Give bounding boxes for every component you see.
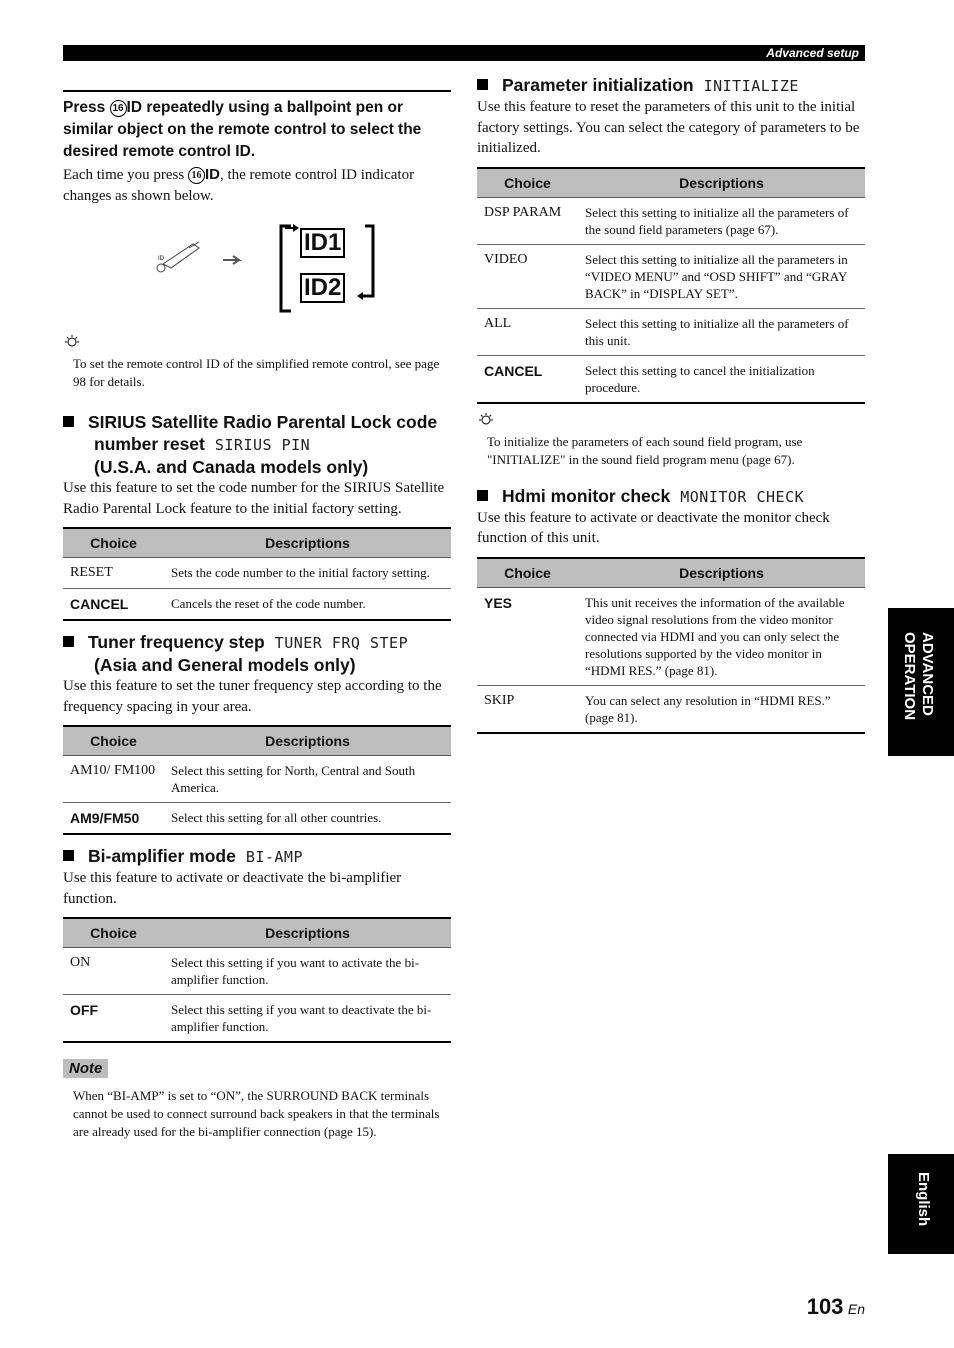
button-16-icon: 16 (110, 100, 127, 117)
left-column (63, 90, 451, 1141)
param-table (477, 167, 865, 404)
note-label: Note (63, 1059, 451, 1078)
table-row: AM10/ FM100 Select this setting for North, Central and South America. (63, 756, 451, 803)
col-desc: Descriptions (578, 168, 865, 198)
tuner-body: Use this feature to set the tuner frequency step according to the frequency spacing in your area. (63, 678, 442, 715)
intro-body: Each time you press 16 ID, the remote control ID indicator changes as shown below. (63, 166, 415, 204)
language-tab: English (888, 1154, 954, 1254)
hdmi-heading: Hdmi monitor check MONITOR CHECK (477, 485, 865, 508)
tuner-table (63, 725, 451, 835)
col-desc: Descriptions (164, 528, 451, 558)
sirius-table (63, 527, 451, 621)
table-row: SKIP You can select any resolution in “HDMI RES.” (page 81). (477, 685, 865, 733)
param-tip: To initialize the parameters of each sound field program, use "INITIALIZE" in the sound field program menu (page 67). (487, 433, 803, 467)
hdmi-body: Use this feature to activate or deactivate the monitor check function of this unit. (477, 509, 830, 546)
header-section-title: Advanced setup (766, 46, 859, 60)
col-desc: Descriptions (578, 558, 865, 588)
col-choice: Choice (63, 726, 164, 756)
right-column (477, 74, 865, 734)
hdmi-table (477, 557, 865, 734)
col-choice: Choice (63, 918, 164, 948)
advanced-operation-tab: ADVANCED OPERATION (888, 608, 954, 756)
col-choice: Choice (477, 558, 578, 588)
biamp-table (63, 917, 451, 1043)
intro-instruction: Press 16 ID repeatedly using a ballpoint pen or similar object on the remote control to select the desired remote control ID. (63, 99, 422, 160)
table-row: RESET Sets the code number to the initial factory setting. (63, 558, 451, 589)
table-row: YES This unit receives the information of the available video signal resolutions from the video monitor connected via HDMI and you can only select the resolutions supported by the video monitor in “HDMI RES.” (page 81). (477, 587, 865, 685)
id1-indicator: ID1 (300, 228, 345, 258)
table-row: AM9/FM50 Select this setting for all other countries. (63, 803, 451, 835)
button-16-icon: 16 (188, 167, 205, 184)
id2-indicator: ID2 (300, 273, 345, 303)
param-heading: Parameter initialization INITIALIZE (477, 74, 865, 97)
page-number: 103 En (806, 1294, 865, 1319)
table-row: VIDEO Select this setting to initialize all the parameters in “VIDEO MENU” and “OSD SHIFT” and “GRAY BACK” in “DISPLAY SET”. (477, 244, 865, 308)
header-bar (63, 45, 865, 61)
table-row: OFF Select this setting if you want to deactivate the bi-amplifier function. (63, 995, 451, 1043)
intro-tip: To set the remote control ID of the simplified remote control, see page 98 for details. (73, 356, 440, 389)
biamp-heading: Bi-amplifier mode BI-AMP (63, 845, 451, 868)
table-row: CANCEL Select this setting to cancel the initialization procedure. (477, 355, 865, 403)
biamp-body: Use this feature to activate or deactivate the bi-amplifier function. (63, 870, 402, 907)
col-choice: Choice (477, 168, 578, 198)
tuner-heading: Tuner frequency step TUNER FRQ STEP (Asia and General models only) (63, 631, 451, 676)
table-row: ALL Select this setting to initialize all the parameters of this unit. (477, 308, 865, 355)
param-body: Use this feature to reset the parameters of this unit to the initial factory settings. You can select the category of parameters to be initialized. (477, 99, 860, 156)
intro-rule (63, 90, 451, 92)
col-desc: Descriptions (164, 726, 451, 756)
sirius-body: Use this feature to set the code number for the SIRIUS Satellite Radio Parental Lock feature to the initial factory setting. (63, 480, 445, 517)
biamp-note: When “BI-AMP” is set to “ON”, the SURROUND BACK terminals cannot be used to connect surround back speakers in that the terminals are already used for the bi-amplifier connection (page 15). (73, 1088, 440, 1139)
col-desc: Descriptions (164, 918, 451, 948)
ballpoint-pen-icon (153, 234, 243, 274)
table-row: ON Select this setting if you want to activate the bi-amplifier function. (63, 948, 451, 995)
table-row: CANCEL Cancels the reset of the code number. (63, 589, 451, 621)
sirius-heading: SIRIUS Satellite Radio Parental Lock code number reset SIRIUS PIN (U.S.A. and Canada models only) (63, 411, 451, 478)
id-diagram: ID ID1 ID2 (63, 206, 451, 326)
tip-icon (477, 412, 865, 431)
table-row: DSP PARAM Select this setting to initialize all the parameters of the sound field parameters (page 67). (477, 197, 865, 244)
tip-icon (63, 334, 451, 353)
col-choice: Choice (63, 528, 164, 558)
